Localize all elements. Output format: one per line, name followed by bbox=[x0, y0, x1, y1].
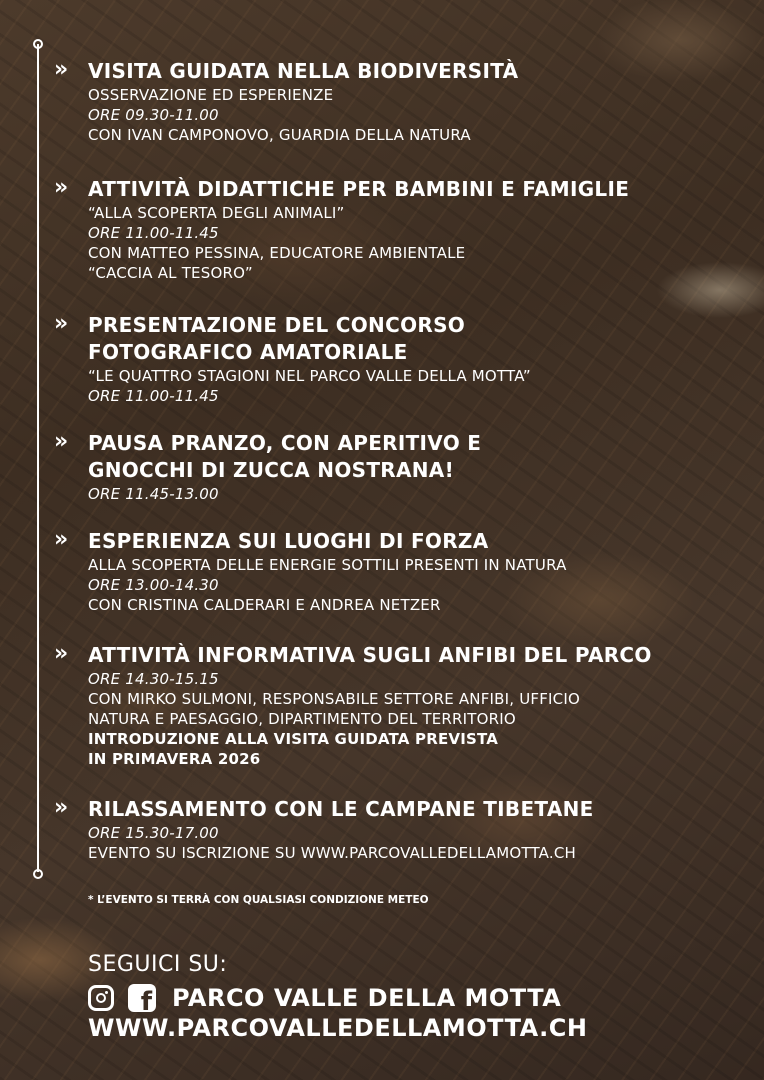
facebook-icon[interactable]: f bbox=[128, 984, 156, 1012]
double-chevron-right-icon: » bbox=[54, 527, 65, 552]
follow-us-label: SEGUICI SU: bbox=[88, 952, 228, 977]
event-detail: CON MIRKO SULMONI, RESPONSABILE SETTORE ANFIBI, UFFICIO bbox=[88, 690, 580, 708]
event-anfibi bbox=[54, 642, 652, 769]
event-detail: CON IVAN CAMPONOVO, GUARDIA DELLA NATURA bbox=[88, 126, 471, 144]
event-time: ORE 11.00-11.45 bbox=[88, 224, 219, 242]
event-detail: NATURA E PAESAGGIO, DIPARTIMENTO DEL TERRITORIO bbox=[88, 710, 516, 728]
double-chevron-right-icon: » bbox=[54, 57, 65, 82]
event-detail: “LE QUATTRO STAGIONI NEL PARCO VALLE DELLA MOTTA” bbox=[88, 367, 531, 385]
event-concorso-fotografico bbox=[54, 312, 548, 406]
event-detail-highlight: INTRODUZIONE ALLA VISITA GUIDATA PREVISTA bbox=[88, 730, 499, 748]
timeline-line bbox=[37, 44, 39, 872]
social-account-name[interactable]: PARCO VALLE DELLA MOTTA bbox=[172, 984, 562, 1012]
event-time: ORE 15.30-17.00 bbox=[88, 824, 219, 842]
double-chevron-right-icon: » bbox=[54, 311, 65, 336]
event-detail: ALLA SCOPERTA DELLE ENERGIE SOTTILI PRESENTI IN NATURA bbox=[88, 556, 567, 574]
event-title: ATTIVITÀ DIDATTICHE PER BAMBINI E FAMIGLIE bbox=[88, 177, 630, 201]
event-title: ESPERIENZA SUI LUOGHI DI FORZA bbox=[88, 529, 489, 553]
double-chevron-right-icon: » bbox=[54, 429, 65, 454]
event-time: ORE 14.30-15.15 bbox=[88, 670, 219, 688]
double-chevron-right-icon: » bbox=[54, 175, 65, 200]
event-detail: CON MATTEO PESSINA, EDUCATORE AMBIENTALE bbox=[88, 244, 466, 262]
event-time: ORE 11.00-11.45 bbox=[88, 387, 219, 405]
website-link[interactable]: WWW.PARCOVALLEDELLAMOTTA.CH bbox=[88, 1014, 588, 1042]
event-attivita-didattiche bbox=[54, 176, 629, 283]
event-title: PAUSA PRANZO, CON APERITIVO E GNOCCHI DI ZUCCA NOSTRANA! bbox=[88, 431, 482, 482]
event-registration-link[interactable]: EVENTO SU ISCRIZIONE SU WWW.PARCOVALLEDELLAMOTTA.CH bbox=[88, 844, 576, 862]
event-luoghi-di-forza bbox=[54, 528, 567, 615]
social-row bbox=[88, 984, 561, 1012]
event-pausa-pranzo bbox=[54, 430, 558, 504]
double-chevron-right-icon: » bbox=[54, 641, 65, 666]
event-title: VISITA GUIDATA NELLA BIODIVERSITÀ bbox=[88, 59, 519, 83]
event-visita-guidata bbox=[54, 58, 518, 145]
event-title: PRESENTAZIONE DEL CONCORSO FOTOGRAFICO AMATORIALE bbox=[88, 313, 466, 364]
event-detail: “CACCIA AL TESORO” bbox=[88, 264, 253, 282]
event-time: ORE 13.00-14.30 bbox=[88, 576, 219, 594]
event-campane-tibetane bbox=[54, 796, 594, 863]
event-title: ATTIVITÀ INFORMATIVA SUGLI ANFIBI DEL PARCO bbox=[88, 643, 652, 667]
event-detail-highlight: IN PRIMAVERA 2026 bbox=[88, 750, 261, 768]
event-time: ORE 11.45-13.00 bbox=[88, 485, 219, 503]
event-detail: “ALLA SCOPERTA DEGLI ANIMALI” bbox=[88, 204, 345, 222]
timeline-end-dot bbox=[33, 869, 43, 879]
event-detail: OSSERVAZIONE ED ESPERIENZE bbox=[88, 86, 334, 104]
timeline-start-dot bbox=[33, 39, 43, 49]
event-time: ORE 09.30-11.00 bbox=[88, 106, 219, 124]
instagram-icon[interactable] bbox=[88, 985, 114, 1011]
event-detail: CON CRISTINA CALDERARI E ANDREA NETZER bbox=[88, 596, 441, 614]
weather-footnote: * L’EVENTO SI TERRÀ CON QUALSIASI CONDIZIONE METEO bbox=[88, 894, 429, 906]
event-title: RILASSAMENTO CON LE CAMPANE TIBETANE bbox=[88, 797, 594, 821]
double-chevron-right-icon: » bbox=[54, 795, 65, 820]
